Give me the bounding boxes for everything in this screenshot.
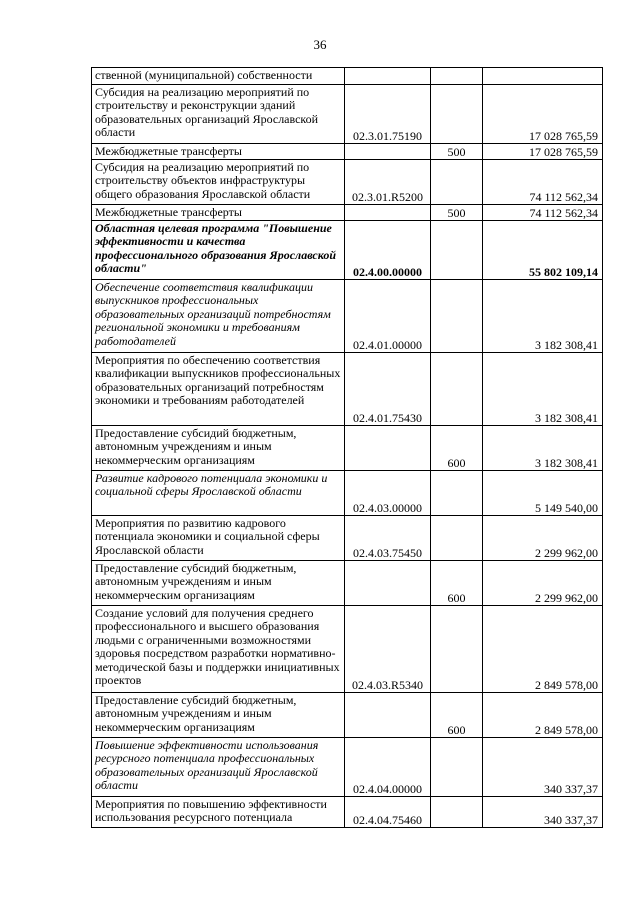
row-expense-type: 600 xyxy=(431,561,483,606)
row-sum: 17 028 765,59 xyxy=(483,85,603,144)
row-expense-type: 500 xyxy=(431,205,483,221)
row-sum: 17 028 765,59 xyxy=(483,144,603,160)
row-code xyxy=(345,426,431,471)
table-row xyxy=(92,68,603,85)
row-sum: 340 337,37 xyxy=(483,797,603,828)
table-row xyxy=(92,205,603,221)
row-sum xyxy=(483,68,603,85)
row-sum: 2 299 962,00 xyxy=(483,516,603,561)
row-name: Межбюджетные трансферты xyxy=(92,144,345,160)
row-sum: 2 849 578,00 xyxy=(483,606,603,693)
row-expense-type xyxy=(431,221,483,280)
row-name: Повышение эффективности использования ресурсного потенциала профессиональных образовательных организаций Ярославской области xyxy=(92,738,345,797)
row-expense-type xyxy=(431,738,483,797)
row-name: Областная целевая программа "Повышение эффективности и качества профессионального образования Ярославской области" xyxy=(92,221,345,280)
row-sum: 2 849 578,00 xyxy=(483,693,603,738)
row-code: 02.4.01.00000 xyxy=(345,280,431,353)
row-code xyxy=(345,693,431,738)
table-row xyxy=(92,426,603,471)
row-code: 02.4.01.75430 xyxy=(345,353,431,426)
row-expense-type: 600 xyxy=(431,426,483,471)
row-expense-type xyxy=(431,68,483,85)
row-expense-type xyxy=(431,160,483,205)
row-name: Предоставление субсидий бюджетным, автономным учреждениям и иным некоммерческим организациям xyxy=(92,693,345,738)
row-code xyxy=(345,68,431,85)
table-row xyxy=(92,738,603,797)
row-code: 02.4.00.00000 xyxy=(345,221,431,280)
row-name: Мероприятия по обеспечению соответствия квалификации выпускников профессиональных образовательных организаций потребностям экономики и требованиям работодателей xyxy=(92,353,345,426)
row-expense-type xyxy=(431,471,483,516)
row-code: 02.4.03.00000 xyxy=(345,471,431,516)
row-expense-type: 600 xyxy=(431,693,483,738)
row-code: 02.4.03.R5340 xyxy=(345,606,431,693)
table-row xyxy=(92,221,603,280)
row-sum: 5 149 540,00 xyxy=(483,471,603,516)
table-row xyxy=(92,280,603,353)
row-name: Обеспечение соответствия квалификации выпускников профессиональных образовательных организаций потребностям региональной экономики и требованиям работодателей xyxy=(92,280,345,353)
row-code: 02.4.04.00000 xyxy=(345,738,431,797)
row-sum: 3 182 308,41 xyxy=(483,426,603,471)
row-expense-type: 500 xyxy=(431,144,483,160)
table-row xyxy=(92,160,603,205)
budget-table xyxy=(91,67,603,828)
row-code xyxy=(345,144,431,160)
row-code: 02.4.03.75450 xyxy=(345,516,431,561)
row-name: Развитие кадрового потенциала экономики и социальной сферы Ярославской области xyxy=(92,471,345,516)
row-sum: 74 112 562,34 xyxy=(483,205,603,221)
row-name: ственной (муниципальной) собственности xyxy=(92,68,345,85)
table-row xyxy=(92,797,603,828)
row-expense-type xyxy=(431,797,483,828)
row-sum: 3 182 308,41 xyxy=(483,353,603,426)
row-name: Предоставление субсидий бюджетным, автономным учреждениям и иным некоммерческим организациям xyxy=(92,561,345,606)
table-row xyxy=(92,693,603,738)
row-code xyxy=(345,561,431,606)
row-name: Субсидия на реализацию мероприятий по строительству объектов инфраструктуры общего образования Ярославской области xyxy=(92,160,345,205)
table-row xyxy=(92,516,603,561)
row-expense-type xyxy=(431,353,483,426)
row-expense-type xyxy=(431,85,483,144)
row-sum: 74 112 562,34 xyxy=(483,160,603,205)
row-code: 02.3.01.75190 xyxy=(345,85,431,144)
row-name: Предоставление субсидий бюджетным, автономным учреждениям и иным некоммерческим организациям xyxy=(92,426,345,471)
table-row xyxy=(92,353,603,426)
table-row xyxy=(92,471,603,516)
row-expense-type xyxy=(431,280,483,353)
row-name: Создание условий для получения среднего профессионального и высшего образования людьми с ограниченными возможностями здоровья посредством разработки нормативно-методической базы и поддержки инициативных проектов xyxy=(92,606,345,693)
row-sum: 55 802 109,14 xyxy=(483,221,603,280)
table-row xyxy=(92,606,603,693)
row-sum: 2 299 962,00 xyxy=(483,561,603,606)
row-name: Субсидия на реализацию мероприятий по строительству и реконструкции зданий образовательных организаций Ярославской области xyxy=(92,85,345,144)
table-row xyxy=(92,561,603,606)
table-row xyxy=(92,144,603,160)
row-sum: 3 182 308,41 xyxy=(483,280,603,353)
row-name: Мероприятия по повышению эффективности использования ресурсного потенциала xyxy=(92,797,345,828)
table-row xyxy=(92,85,603,144)
row-code: 02.4.04.75460 xyxy=(345,797,431,828)
row-name: Межбюджетные трансферты xyxy=(92,205,345,221)
row-expense-type xyxy=(431,516,483,561)
row-code xyxy=(345,205,431,221)
row-sum: 340 337,37 xyxy=(483,738,603,797)
page-number: 36 xyxy=(313,37,327,52)
row-expense-type xyxy=(431,606,483,693)
row-code: 02.3.01.R5200 xyxy=(345,160,431,205)
row-name: Мероприятия по развитию кадрового потенциала экономики и социальной сферы Ярославской области xyxy=(92,516,345,561)
